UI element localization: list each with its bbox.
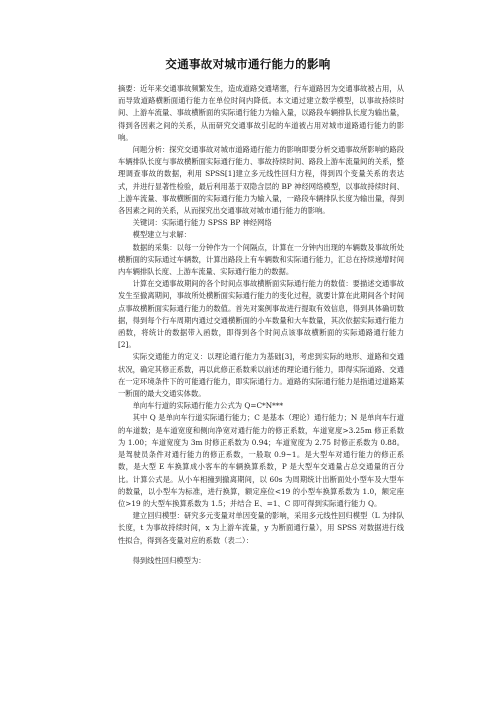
regression-model-paragraph: 建立回归模型：研究多元变量对单因变量的影响，采用多元线性回归模型（L 为排队长度，t 为事故持续时间，x 为上游车流量，y 为断面通行量），用 SPSS 对数据进行线性拟合，得到各变量对应的系数（表二）： — [118, 511, 404, 545]
section-heading-model: 模型建立与求解： — [132, 230, 191, 240]
problem-analysis-paragraph: 问题分析：探究交通事故对城市道路通行能力的影响即要分析交通事故所影响的路段车辆排队长度与事故横断面实际通行能力、事故持续时间、路段上游车流量间的关系，整理调查事故的数据，利用 SPSS[1]建立多元线性回归方程，得到四个变量关系的表达式，并进行显著性检验，最后利用基于双隐含层的 BP 神经网络模型，以事故持续时间、上游车流量、事故横断面的实际通行能力为输入量，一路段车辆排队长度为输出量，得到各因素之间的关系，从而探究出交通事故对城市通行能力的影响。 — [118, 145, 404, 216]
data-collection-paragraph: 数据的采集：以每一分钟作为一个间隔点，计算在一分钟内出现的车辆数及事故所处横断面的实际通过车辆数，计算出路段上有车辆数和实际通行能力，汇总在持续递增时间内车辆排队长度、上游车流量、实际通行能力的数据。 — [118, 242, 404, 277]
regression-result-line: 得到线性回归模型为： — [132, 555, 206, 565]
formula-explanation-paragraph: 其中 Q 是单向车行道实际通行能力；C 是基本（理论）通行能力；N 是单向车行道的车道数；是车道宽度和侧向净宽对通行能力的修正系数，车道宽度>3.25m 修正系数为 1.00；车道宽度为 3m 时修正系数为 0.94；车道宽度为 2.75 时修正系数为 0.88。是驾驶员条件对通行能力的修正系数，一般取 0.9~1。是大型车对通行能力的修正系数，是大型 E 车换算成小客车的车辆换算系数，P 是大型车交通量占总交通量的百分比。计算公式是。从小车相撞到撤离期间，以 60s 为周期统计出断面处小型车及大型车的数量，以小型车为标准，进行换算，额定座位<19 的小型车换算系数为 1.0，额定座位>19 的大型车换算系数为 1.5；并结合 E、=1、C 即可得到实际通行能力 Q。 — [118, 413, 404, 508]
abstract-paragraph: 摘要：近年来交通事故频繁发生，造成道路交通堵塞，行车道路因为交通事故被占用，从而导致道路横断面通行能力在单位时间内降低。本文通过建立数学模型，以事故持续时间、上游车流量、事故横断面的实际通行能力为输入量，以路段车辆排队长度为输出量，得到各因素之间的关系，从而研究交通事故引起的车道被占用对城市道路通行能力的影响。 — [118, 84, 404, 142]
capacity-calculation-paragraph: 计算在交通事故期间的各个时间点事故横断面实际通行能力的数值：要描述交通事故发生至撤离期间，事故所处横断面实际通行能力的变化过程，就要计算在此期间各个时间点事故横断面实际通行能力的数值。首先对案例事故进行提取有效信息，得到具体确切数据，得到每个行车周期内通过交通横断面的小车数量和大车数量，其次依据实际通行能力函数，将统计的数据带入函数，即得到各个时间点该事故横断面的实际通路通行能力[2]。 — [118, 279, 404, 350]
formula-line: 单向车行道的实际通行能力公式为 Q=C*N*** — [132, 401, 284, 411]
capacity-definition-paragraph: 实际交通能力的定义：以理论通行能力为基础[3]，考虑到实际的地形、道路和交通状况，确定其修正系数，再以此修正系数乘以前述的理论通行能力，即得实际道路、交通在一定环境条件下的可能通行能力，即实际通行力。道路的实际通行能力是指通过道路某一断面的最大交通实体数。 — [118, 352, 404, 399]
paper-body — [118, 83, 404, 567]
paper-title: 交通事故对城市通行能力的影响 — [165, 57, 331, 71]
keywords-line: 关键词：实际通行能力 SPSS BP 神经网络 — [132, 218, 272, 228]
